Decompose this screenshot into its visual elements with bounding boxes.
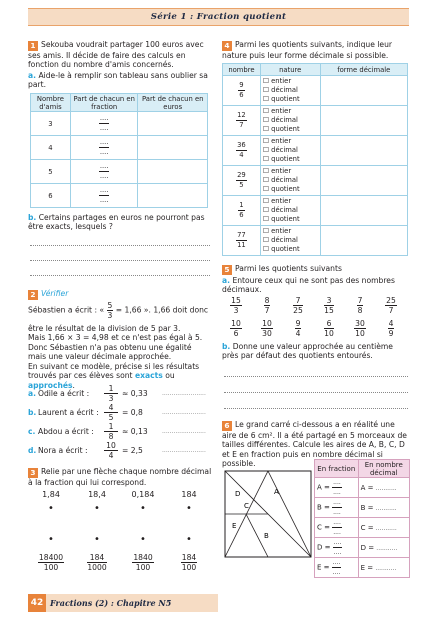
table-row [223,106,408,136]
table-row: B = $\frac{....}{....}$ B = ........... [315,498,410,518]
table-row: E = $\frac{....}{....}$ E = ........... [315,558,410,578]
quotient-item[interactable] [222,296,250,315]
table-row: 5 $\frac{....}{....}$ [31,160,208,184]
answer-dots[interactable]: ....................... [162,447,206,454]
answer-line[interactable] [224,408,408,409]
answer-line[interactable] [224,392,408,393]
figure-label-d: D [235,490,241,498]
fraction-item[interactable]: • $\frac{1840}{100}$ [133,534,153,572]
checkbox-quotient[interactable]: ☐ quotient [262,155,300,163]
exercise-2-title: 2 Vérifier [28,289,212,300]
list-item: c. Abdou a écrit : $\frac{1}{8}$ ≈ 0,13 ....................... [28,422,206,441]
table-row [223,166,408,196]
checkbox-decimal[interactable]: ☐ décimal [262,86,298,94]
fraction: $\frac{184}{1000}$ [87,553,107,572]
checkbox-entier[interactable]: ☐ entier [262,107,292,115]
decimal-item[interactable]: 184 • [181,490,197,514]
fraction: $\frac{7}{25}$ [293,296,303,315]
quotient-item[interactable] [315,319,343,338]
quotient-item[interactable] [284,319,312,338]
figure-label-c: C [244,502,249,510]
table-row: D = $\frac{....}{....}$ D = ........... [315,538,410,558]
quotient-item[interactable] [377,319,405,338]
fraction: $\frac{18400}{100}$ [38,553,64,572]
exercise-2-items [28,384,212,460]
quotient-nature-table: nombre nature forme décimale $\frac{9}{6}$ ☐ entier ☐ décimal ☐ quotient $\frac{12}{7}$ ☐ entier ☐ décimal ☐ quotient $\frac{36}{4}$ ☐ entier ☐ décimal ☐ quotient $\frac{29}{5}$ ☐ entier ☐ décimal ☐ quotient $\frac{1}{6}$ ☐ entier ☐ décimal ☐ quotient $\frac{77}{11}$ ☐ entier ☐ décimal ☐ quotient [222,63,408,256]
figure-label-a: A [274,488,279,496]
exercise-1-question-b: b. Certains partages en euros ne pourront pas être exacts, lesquels ? [28,213,205,232]
table-row: 4 $\frac{....}{....}$ [31,136,208,160]
table-row [223,76,408,106]
exercise-6-statement: 6 Le grand carré ci-dessous a en réalité une aire de 6 cm². Il a été partagé en 5 morceaux de tailles différentes. Calcule les aires de A, B, C, D et E en fraction puis en nombre décimal si possible. [222,420,407,469]
checkbox-quotient[interactable]: ☐ quotient [262,125,300,133]
quotient-item[interactable] [253,319,281,338]
fraction: $\frac{3}{15}$ [324,296,334,315]
quotient-item[interactable] [315,296,343,315]
fraction: $\frac{1}{8}$ [104,422,118,441]
fraction: $\frac{6}{10}$ [324,319,334,338]
checkbox-decimal[interactable]: ☐ décimal [262,116,298,124]
checkbox-entier[interactable]: ☐ entier [262,227,292,235]
answer-line[interactable] [224,376,408,377]
areas-table: En fraction En nombre décimal A = $\frac{....}{....}$ A = ........... B = $\frac{....}{....}$ B = ........... C = $\frac{....}{....}$ C = ........... D = $\frac{....}{....}$ D = ........... E = $\frac{....}{....}$ E = ........... [314,459,410,578]
fraction: $\frac{9}{4}$ [295,319,301,338]
answer-line[interactable] [30,245,210,246]
answer-line[interactable] [30,275,210,276]
list-item: a. Odile a écrit : $\frac{1}{3}$ ≈ 0,33 ....................... [28,384,206,403]
quotient-item[interactable] [222,319,250,338]
sharing-table: Nombre d'amis Part de chacun en fraction Part de chacun en euros 3 $\frac{....}{....}$ 4 $\frac{....}{....}$ 5 $\frac{....}{....}$ 6 $\frac{....}{....}$ [30,93,208,208]
series-title: Série 1 : Fraction quotient [28,8,409,26]
answer-dots[interactable]: ....................... [162,409,206,416]
quotient-item[interactable] [377,296,405,315]
fraction: $\frac{4}{5}$ [104,403,118,422]
checkbox-decimal[interactable]: ☐ décimal [262,236,298,244]
exercise-5-question-b: b. Donne une valeur approchée au centième près par défaut des quotients entourés. [222,342,393,361]
decimal-item[interactable]: 0,184 • [131,490,155,514]
quotient-item[interactable] [346,296,374,315]
fraction: $\frac{15}{3}$ [231,296,241,315]
exercise-number: 1 [28,41,38,51]
quotient-item[interactable] [284,296,312,315]
fraction: $\frac{77}{11}$ [237,231,246,249]
table-row: A = $\frac{....}{....}$ A = ........... [315,478,410,498]
decimal-item[interactable]: 18,4 • [88,490,106,514]
checkbox-quotient[interactable]: ☐ quotient [262,245,300,253]
checkbox-entier[interactable]: ☐ entier [262,197,292,205]
fraction: $\frac{29}{5}$ [237,171,246,189]
fraction: $\frac{184}{100}$ [181,553,197,572]
exercise-1-statement: 1 Sekouba voudrait partager 100 euros avec ses amis. Il décide de faire des calculs en fonction du nombre d'amis concernés. [28,40,204,70]
fraction: $\frac{36}{4}$ [237,141,246,159]
figure-label-e: E [232,522,237,530]
list-item: b. Laurent a écrit : $\frac{4}{5}$ = 0,8 ....................... [28,403,206,422]
quotient-item[interactable] [346,319,374,338]
exercise-2-example: Sébastien a écrit : « $\frac{5}{3}$ = 1,66 ». 1,66 doit donc [28,301,209,320]
table-row: 3 $\frac{....}{....}$ [31,112,208,136]
fraction: $\frac{10}{30}$ [262,319,272,338]
fraction: $\frac{9}{6}$ [239,81,244,99]
table-row: C = $\frac{....}{....}$ C = ........... [315,518,410,538]
exercise-2-instruction: En suivant ce modèle, précise si les résultats trouvés par ces élèves sont exacts ou approchés. [28,362,200,390]
checkbox-quotient[interactable]: ☐ quotient [262,95,300,103]
fraction: $\frac{1840}{100}$ [133,553,153,572]
exercise-3-statement: 3 Relie par une flèche chaque nombre décimal à la fraction qui lui correspond. [28,467,212,487]
checkbox-entier[interactable]: ☐ entier [262,167,292,175]
fraction: $\frac{1}{6}$ [239,201,244,219]
checkbox-quotient[interactable]: ☐ quotient [262,215,300,223]
fraction-item[interactable]: • $\frac{18400}{100}$ [38,534,64,572]
table-row: 6 $\frac{....}{....}$ [31,184,208,208]
exercise-5-question-a: a. Entoure ceux qui ne sont pas des nombres décimaux. [222,276,395,295]
decimal-item[interactable]: 1,84 • [42,490,60,514]
checkbox-entier[interactable]: ☐ entier [262,137,292,145]
chapter-title: Fractions (2) : Chapitre N5 [50,598,172,608]
fraction: $\frac{4}{9}$ [388,319,394,338]
fraction-item[interactable]: • $\frac{184}{1000}$ [87,534,107,572]
exercise-2-explanation: être le résultat de la division de 5 par 3. Mais 1,66 × 3 = 4,98 et ce n'est pas égal à 5. Donc Sébastien n'a pas obtenu une égalité mais une valeur décimale approchée. [28,324,203,362]
fraction: $\frac{30}{10}$ [355,319,365,338]
exercise-1-question-a: a. Aide-le à remplir son tableau sans oublier sa part. [28,71,208,90]
table-row [223,136,408,166]
checkbox-decimal[interactable]: ☐ décimal [262,206,298,214]
page-number: 42 [28,594,46,612]
fraction-item[interactable]: • $\frac{184}{100}$ [181,534,197,572]
answer-line[interactable] [30,260,210,261]
fraction: $\frac{12}{7}$ [237,111,246,129]
checkbox-decimal[interactable]: ☐ décimal [262,146,298,154]
page-footer [28,594,218,612]
square-partition-figure [224,470,312,558]
fraction: $\frac{25}{7}$ [386,296,396,315]
exercise-5-statement: 5 Parmi les quotients suivants [222,264,410,275]
list-item: d. Nora a écrit : $\frac{10}{4}$ = 2,5 ....................... [28,441,206,460]
table-row [223,196,408,226]
exercise-4-statement: 4 Parmi les quotients suivants, indique leur nature puis leur forme décimale si possible. [222,40,393,60]
answer-dots[interactable]: ....................... [162,428,206,435]
fraction: $\frac{10}{4}$ [104,441,118,460]
table-row [223,226,408,256]
fraction: $\frac{8}{7}$ [264,296,270,315]
fraction: $\frac{7}{8}$ [357,296,363,315]
checkbox-entier[interactable]: ☐ entier [262,77,292,85]
checkbox-quotient[interactable]: ☐ quotient [262,185,300,193]
answer-dots[interactable]: ....................... [162,390,206,397]
figure-label-b: B [264,532,269,540]
fraction: $\frac{1}{3}$ [104,384,118,403]
checkbox-decimal[interactable]: ☐ décimal [262,176,298,184]
quotient-item[interactable] [253,296,281,315]
fraction: $\frac{10}{6}$ [231,319,241,338]
